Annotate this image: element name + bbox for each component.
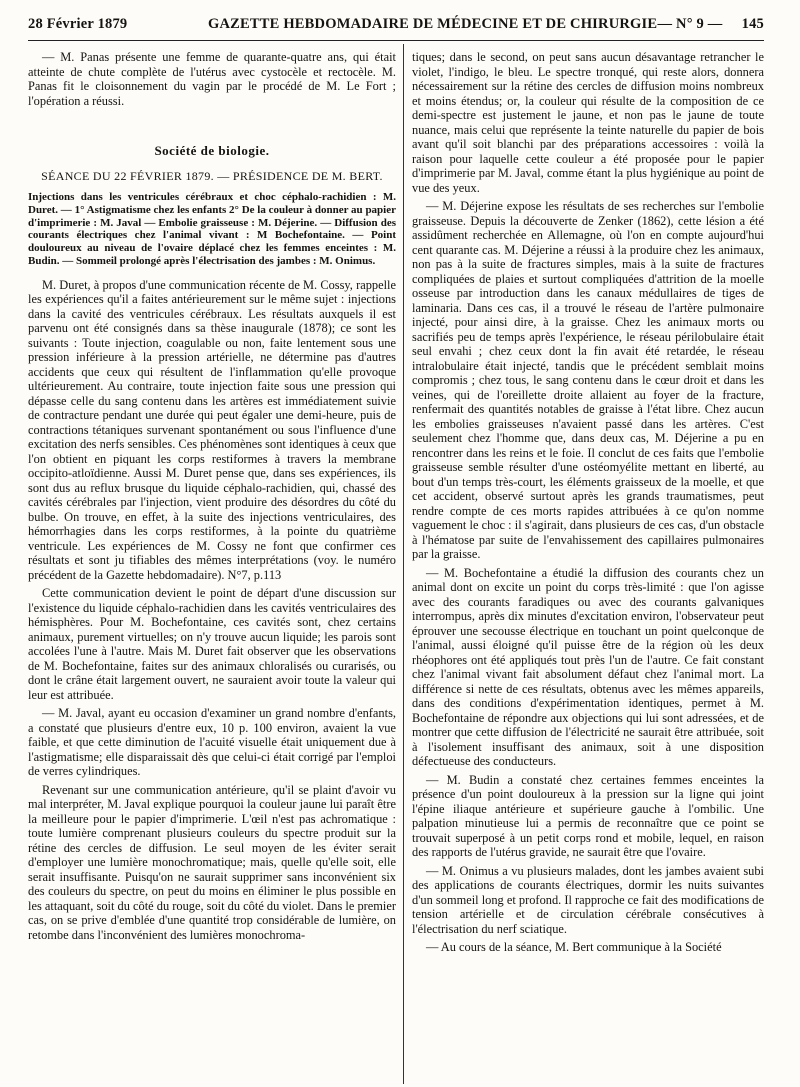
- column-separator: [403, 44, 404, 1084]
- page-header: [28, 16, 764, 36]
- session-summary: Injections dans les ventricules cérébraux et choc céphalo-rachidien : M. Duret. — 1° Astigmatisme chez les enfants 2° De la couleur à donner au papier d'imprimerie : M. Javal — Embolie graisseuse : M. Déjerine. — Diffusion des courants électriques chez l'animal vivant : M Bochefontaine. — Point douloureux au niveau de l'ovaire déplacé chez les femmes enceintes : M. Budin. — Sommeil prolongé après l'électrisation des jambes : M. Onimus.: [28, 191, 396, 267]
- section-title: Société de biologie.: [154, 143, 270, 158]
- page-number: 145: [741, 16, 764, 32]
- header-issue-page: [658, 16, 764, 33]
- onimus-paragraph: — M. Onimus a vu plusieurs malades, dont les jambes avaient subi des applications de courants électriques, dormir les nuits suivantes d'un sommeil long et profond. Il rapproche ce fait des modifications de tension artérielle et de circulation cérébrale consécutives à l'électrisation du nerf sciatique.: [412, 863, 764, 936]
- header-rule: [28, 40, 764, 41]
- bochefontaine-paragraph: — M. Bochefontaine a étudié la diffusion des courants chez un animal dont on excite un point du corps très-limité : que l'on agisse avec des courants faradiques ou avec des courants galvaniques interrompus, après dix minutes d'excitation environ, l'observateur peut éprouver une secousse électrique en touchant un point quelconque de l'animal, aussi éloigné qu'il puisse être de la région où les deux rhéophores ont été appliqués tout près l'un de l'autre. Ce fait constant chez l'animal vivant fait absolument défaut chez l'animal mort. La différence si nette de ces résultats, obtenus avec les mêmes appareils, dans des conditions d'expérimentation identiques, permet à M. Bochefontaine de répondre aux objections qui lui sont adressées, et de montrer que cette diffusion de l'électricité ne saurait être attribuée, soit à l'isolement insuffisant des animaux, soit à une disposition défectueuse des conducteurs.: [412, 565, 764, 768]
- javal-continuation-paragraph: tiques; dans le second, on peut sans aucun désavantage retrancher le violet, l'indigo, le bleu. Le spectre tronqué, qui reste alors, donnera nécessairement sur la rétine des cercles de diffusion moins nombreux et moins étendus; or, la couleur qui résulte de la composition de ce demi-spectre est justement le jaune, et non pas le jaune de toute nuance, mais celui que représente la teinte naturelle du papier de bois avant qu'il soit blanchi par des préparations accessoires : voilà la raison pour laquelle cette couleur a été proposée pour le papier d'imprimerie par M. Javal, comme étant la plus hygiénique au point de vue des yeux.: [412, 50, 764, 195]
- panas-paragraph: — M. Panas présente une femme de quarante-quatre ans, qui était atteinte de chute complète de l'utérus avec cystocèle et rectocèle. M. Panas fit le cloisonnement du vagin par le procédé de M. Le Fort ; l'opération a réussi.: [28, 50, 396, 108]
- right-column: [412, 50, 764, 1082]
- seance-line: SÉANCE DU 22 FÉVRIER 1879. — PRÉSIDENCE DE M. BERT.: [41, 168, 383, 183]
- header-date: 28 Février 1879: [28, 16, 128, 32]
- discussion-paragraph: Cette communication devient le point de départ d'une discussion sur l'existence du liquide céphalo-rachidien dans les cavités ventriculaires des hémisphères. Pour M. Bochefontaine, ces cavités sont, chez certains animaux, purement virtuelles; on n'y trouve aucun liquide; les parois sont accolées l'une à l'autre. Mais M. Duret fait observer que les observations de M. Bochefontaine, faites sur des animaux chloralisés ou curarisés, ou dont le crâne était largement ouvert, ne sauraient avoir toute la valeur qui leur est attribuée.: [28, 586, 396, 702]
- javal-color-paragraph: Revenant sur une communication antérieure, qu'il se plaint d'avoir vu mal interpréter, M. Javal explique pourquoi la couleur jaune lui paraît être la meilleure pour le papier d'imprimerie. L'œil n'est pas achromatique : toute lumière comprenant plusieurs couleurs du spectre produit sur la rétine des cercles de diffusion. Le seul moyen de les éviter serait d'employer une lumière monochromatique; mais, quelle qu'elle soit, elle serait insuffisante. Puisqu'on ne saurait supprimer sans inconvénient six des couleurs du spectre, on peut du moins en éliminer le plus possible en les attaquant, soit du côté du rouge, soit du côté du violet. Dans le premier cas, on se prive d'emblée d'une quantité trop considérable de lumière, on retombe dans l'inconvénient des lumières monochroma-: [28, 782, 396, 942]
- duret-paragraph: M. Duret, à propos d'une communication récente de M. Cossy, rappelle les expériences qu'il a faites antérieurement sur le même sujet : injections dans la cavité des ventricules cérébraux. Les résultats auxquels il est parvenu ont été consignés dans sa thèse inaugurale (1878); ce sont les suivants : Toute injection, coagulable ou non, faite lentement sous une pression inférieure à la pression artérielle, ne détermine pas d'autres accidents que ceux qui résultent de l'inflammation qu'elle provoque ultérieurement. Au contraire, toute injection faite sous une pression qui dépasse celle du sang contenu dans les artères est immédiatement suivie de contracture pendant une durée qui peut égaler une demi-heure, puis de contractions tétaniques survenant spontanément ou sous l'influence d'une excitation des nerfs sensibles. Ces phénomènes sont identiques à ceux que l'on obtient en piquant les corps restiformes à travers la membrane occipito-atloïdienne. Aussi M. Duret pense que, dans ses expériences, ils sont dus au reflux brusque du liquide céphalo-rachidien, qui, chassé des cavités cérébrales par l'injection, vient produire des désordres du côté du bulbe. On trouve, en effet, à la suite des injections ventriculaires, des hémorrhagies dans les corps restiformes, à la pointe du quatrième ventricule. Les expériences de M. Cossy ne font que confirmer ces résultats et sont ju tifiables des mêmes interprétations (voy. le numéro précédent de la Gazette hebdomadaire). N°7, p.113: [28, 277, 396, 582]
- budin-paragraph: — M. Budin a constaté chez certaines femmes enceintes la présence d'un point douloureux à la pression sur la ligne qui joint l'épine iliaque antérieure et supérieure gauche à l'ombilic. Une palpation minutieuse lui a permis de reconnaître que ce point se trouvait superposé à un petit corps rond et mobile, lequel, en raison des rapports de l'utérus gravide, ne saurait être que l'ovaire.: [412, 772, 764, 859]
- left-column: [28, 50, 396, 1082]
- javal-paragraph: — M. Javal, ayant eu occasion d'examiner un grand nombre d'enfants, a constaté que plusieurs d'entre eux, 10 p. 100 environ, avaient la vue faible, et que cette diminution de l'acuité visuelle était uniquement due à l'astigmatisme; elle disparaissait dès que celui-ci était corrigé par l'emploi de verres cylindriques.: [28, 706, 396, 779]
- bert-paragraph: — Au cours de la séance, M. Bert communique à la Société: [426, 940, 722, 954]
- dejerine-paragraph: — M. Déjerine expose les résultats de ses recherches sur l'embolie graisseuse. Depuis la découverte de Zenker (1862), cette lésion a été assidûment recherchée en Allemagne, où l'on en compte aujourd'hui cent quarante cas. M. Déjerine a réussi à la produire chez les animaux, non pas à la suite de fractures simples, mais à la suite de fractures compliquées de plaies et surtout compliquées d'attrition de la moelle osseuse par introduction dans les canaux médullaires de tiges de laminaria. Dans ces cas, il a trouvé le réseau de l'artère pulmonaire injecté, pour ainsi dire, à la graisse. Chez les animaux morts ou sacrifiés peu de temps après l'expérience, le réseau périlobulaire était seul envahi ; chez ceux dont la fin avait été retardée, le réseau intralobulaire était injecté, tandis que le précédent semblait moins compromis ; chez tous, le sang contenu dans le cœur droit et dans les veines, qui de l'oreillette droite allaient au foyer de la fracture, renfermait des quantités notables de graisse à l'état libre. Chez aucun les embolies graisseuses n'avaient passé dans les artères. C'est seulement chez l'homme que, dans deux cas, M. Déjerine a pu en rencontrer dans les reins et le foie. Il conclut de ces faits que l'embolie graisseuse semble résulter d'une ostéomyélite mettant en liberté, au bout d'un temps très-court, les éléments graisseux de la moelle, et que cet accident, observé surtout après les grands traumatismes, peut rendre compte de ces morts rapides attribuées à ce qu'on nomme vaguement le choc : il s'agirait, dans plusieurs de ces cas, d'un obstacle à l'hématose par suite de l'envahissement des capillaires pulmonaires par la graisse.: [412, 199, 764, 561]
- journal-title: GAZETTE HEBDOMADAIRE DE MÉDECINE ET DE CHIRURGIE: [208, 16, 658, 32]
- issue-number: — N° 9 —: [657, 16, 723, 32]
